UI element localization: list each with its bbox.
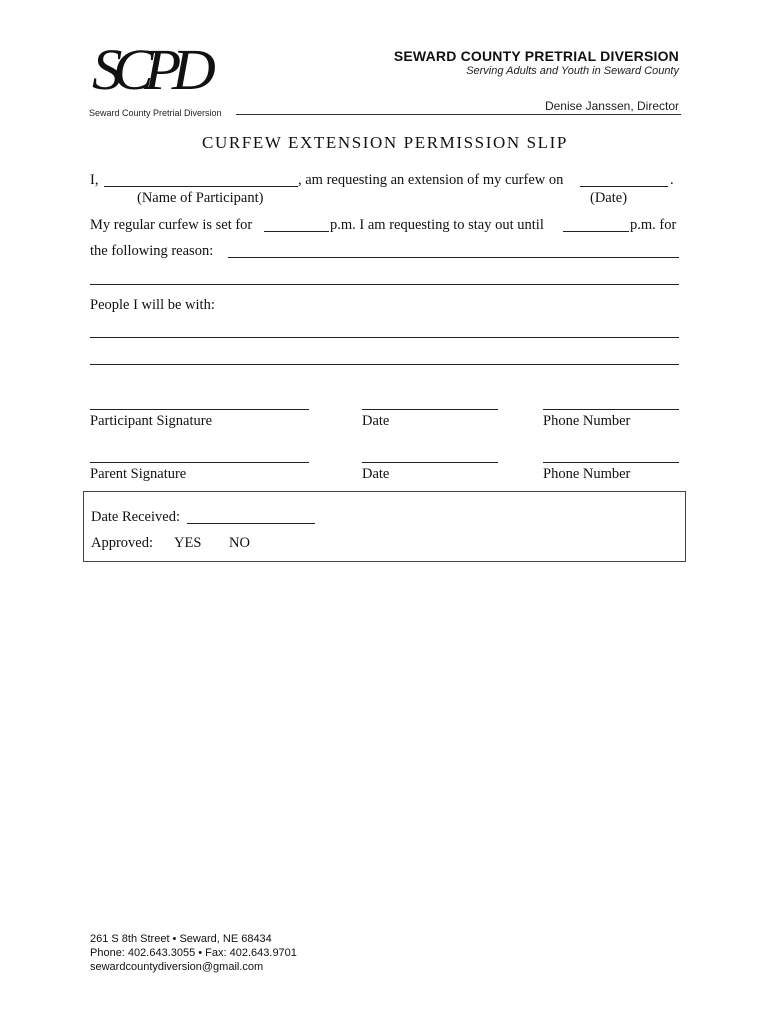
approved-label: Approved: — [91, 535, 154, 551]
footer-phone-fax: Phone: 402.643.3055 • Fax: 402.643.9701 — [90, 947, 297, 959]
director-name: Denise Janssen, Director — [544, 99, 679, 113]
organization-name: SEWARD COUNTY PRETRIAL DIVERSION — [393, 48, 679, 64]
line1-end: . — [670, 172, 674, 188]
header-rule — [236, 114, 681, 115]
participant-signature-field[interactable] — [90, 409, 309, 410]
footer-address: 261 S 8th Street • Seward, NE 68434 — [90, 933, 272, 945]
date-received-label: Date Received: — [91, 509, 180, 525]
people-field-line-2[interactable] — [90, 364, 679, 365]
participant-phone-field[interactable] — [543, 409, 679, 410]
extension-date-field[interactable] — [580, 186, 668, 187]
logo-caption: Seward County Pretrial Diversion — [89, 108, 222, 118]
parent-signature-field[interactable] — [90, 462, 309, 463]
line1-prefix: I, — [90, 172, 99, 188]
date-received-field[interactable] — [187, 523, 315, 524]
line1-middle-text: , am requesting an extension of my curfew on — [298, 172, 564, 188]
approved-yes-option[interactable]: YES — [174, 535, 202, 551]
parent-phone-field[interactable] — [543, 462, 679, 463]
regular-curfew-field[interactable] — [264, 231, 329, 232]
date-caption: (Date) — [590, 190, 628, 206]
scpd-logo: SCPD — [92, 37, 207, 102]
people-field-line-1[interactable] — [90, 337, 679, 338]
people-label: People I will be with: — [90, 297, 215, 313]
reason-field-line-1[interactable] — [228, 257, 679, 258]
footer-email: sewardcountydiversion@gmail.com — [90, 961, 264, 973]
participant-name-field[interactable] — [104, 186, 298, 187]
name-caption: (Name of Participant) — [137, 190, 264, 206]
parent-date-label: Date — [362, 466, 390, 482]
participant-date-label: Date — [362, 413, 390, 429]
line2-middle-text: p.m. I am requesting to stay out until — [330, 217, 544, 233]
participant-signature-label: Participant Signature — [90, 413, 213, 429]
participant-phone-label: Phone Number — [543, 413, 631, 429]
reason-field-line-2[interactable] — [90, 284, 679, 285]
parent-date-field[interactable] — [362, 462, 498, 463]
footer-contact — [90, 932, 297, 974]
reason-label: the following reason: — [90, 243, 214, 259]
parent-phone-label: Phone Number — [543, 466, 631, 482]
line2-end: p.m. for — [630, 217, 677, 233]
requested-time-field[interactable] — [563, 231, 629, 232]
participant-date-field[interactable] — [362, 409, 498, 410]
form-title: CURFEW EXTENSION PERMISSION SLIP — [202, 133, 568, 152]
organization-tagline: Serving Adults and Youth in Seward County — [466, 65, 679, 77]
line2-prefix: My regular curfew is set for — [90, 217, 253, 233]
approved-no-option[interactable]: NO — [229, 535, 250, 551]
parent-signature-label: Parent Signature — [90, 466, 187, 482]
